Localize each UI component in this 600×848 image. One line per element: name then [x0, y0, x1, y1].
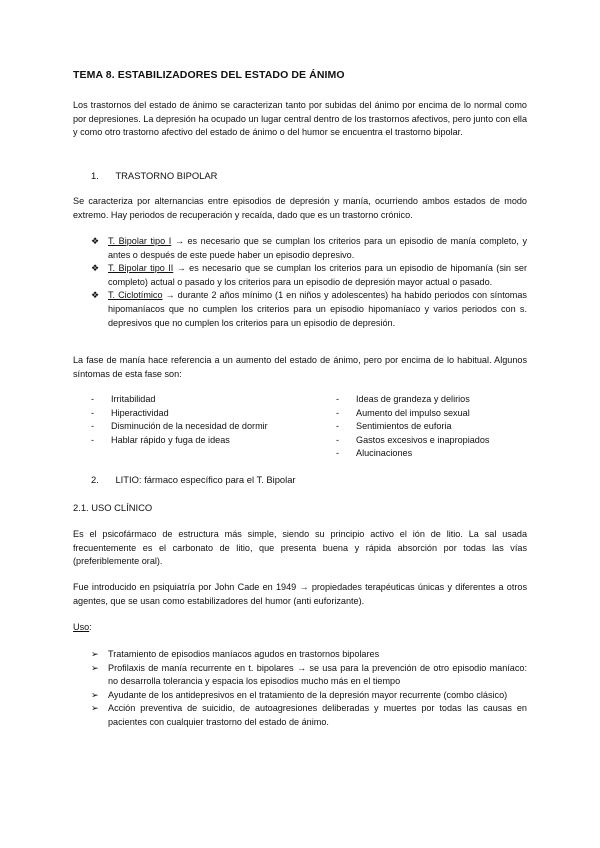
dash-bullet: -: [91, 434, 95, 445]
list-item: [91, 393, 285, 407]
dash-bullet: -: [91, 394, 95, 404]
symptom-text: Ideas de grandeza y delirios: [356, 394, 470, 404]
symptom-text: Sentimientos de euforia: [356, 421, 452, 432]
symptom-text: Hablar rápido y fuga de ideas: [111, 434, 230, 445]
uses-list: [91, 648, 527, 730]
symptoms-left-list: [91, 393, 285, 447]
dash-bullet: -: [336, 407, 340, 418]
bipolar-type-term: T. Bipolar tipo I: [108, 236, 172, 246]
section-1-number: 1.: [91, 170, 99, 181]
dash-bullet: -: [336, 448, 340, 459]
list-item: [91, 289, 527, 330]
diamond-bullet-icon: ❖: [91, 290, 100, 301]
list-item: [336, 447, 536, 461]
arrow-bullet-icon: ➢: [91, 703, 99, 714]
bipolar-type-text: → es necesario que se cumplan los criterios para un episodio de manía completo, y antes o después de este puede haber un episodio depresivo.: [108, 236, 527, 260]
section-2-title: LITIO: fármaco específico para el T. Bipolar: [115, 474, 296, 485]
use-text: Ayudante de los antidepresivos en el tratamiento de la depresión mayor recurrente (combo clásico): [108, 689, 508, 700]
list-item: [91, 407, 285, 421]
list-item: [91, 434, 285, 448]
list-item: [336, 407, 536, 421]
arrow-bullet-icon: ➢: [91, 689, 99, 700]
symptom-text: Aumento del impulso sexual: [356, 407, 470, 418]
symptoms-right-list: [336, 393, 536, 461]
diamond-bullet-icon: ❖: [91, 236, 100, 246]
section-2-heading: [91, 474, 296, 485]
list-item: [91, 662, 527, 689]
symptom-text: Alucinaciones: [356, 448, 413, 459]
list-item: [91, 262, 527, 289]
intro-paragraph: Los trastornos del estado de ánimo se caracterizan tanto por subidas del ánimo por encima de lo normal como por depresiones. La depresión ha ocupado un lugar central dentro de los trastornos afectivos, pero junto con ella y como otro trastorno afectivo del estado de ánimo o del humor se encuentra el trastorno bipolar.: [73, 100, 527, 138]
bipolar-description: Se caracteriza por alternancias entre episodios de depresión y manía, ocurriendo ambos estados de modo extremo. Hay periodos de recuperación y recaída, dado que es un trastorno crónico.: [73, 196, 527, 220]
section-2-number: 2.: [91, 474, 99, 485]
symptom-text: Gastos excesivos e inapropiados: [356, 434, 490, 445]
section-1-title: TRASTORNO BIPOLAR: [115, 170, 218, 181]
section-2-1-heading: 2.1. USO CLÍNICO: [73, 502, 153, 513]
list-item: [336, 434, 536, 448]
use-text: Profilaxis de manía recurrente en t. bipolares → se usa para la prevención de otro episodio maníaco: no desarrolla tolerancia y espacia los episodios mucho más en el tiempo: [108, 662, 527, 687]
bipolar-types-list: [91, 235, 527, 330]
bipolar-type-term: T. Bipolar tipo II: [108, 263, 174, 274]
litio-paragraph-1: Es el psicofármaco de estructura más simple, siendo su principio activo el ión de litio. La sal usada frecuentemente es el carbonato de litio, que presenta buena y rápida absorción por todas las vías (preferiblemente oral).: [73, 529, 527, 567]
uso-label-colon: :: [89, 622, 92, 632]
litio-paragraph-2: Fue introducido en psiquiatría por John Cade en 1949 → propiedades terapéuticas únicas y diferentes a otros agentes, que se usan como estabilizadores del humor (anti euforizante).: [73, 582, 527, 606]
list-item: [91, 420, 285, 434]
list-item: [91, 235, 527, 262]
document-title: TEMA 8. ESTABILIZADORES DEL ESTADO DE ÁNIMO: [73, 69, 345, 81]
dash-bullet: -: [336, 434, 340, 445]
uso-label: [73, 622, 92, 632]
arrow-bullet-icon: ➢: [91, 662, 99, 673]
diamond-bullet-icon: ❖: [91, 263, 100, 274]
mania-intro: La fase de manía hace referencia a un aumento del estado de ánimo, pero por encima de lo habitual. Algunos síntomas de esta fase son:: [73, 355, 527, 379]
symptom-text: Irritabilidad: [111, 394, 156, 404]
use-text: Acción preventiva de suicidio, de autoagresiones deliberadas y muertes por todas las causas en pacientes con cualquier trastorno del estado de ánimo.: [108, 703, 527, 727]
bipolar-type-text: → es necesario que se cumplan los criterios para un episodio de hipomanía (sin ser completo) actual o pasado y los criterios para un episodio de depresión mayor actual o pasado.: [108, 263, 527, 287]
symptom-text: Disminución de la necesidad de dormir: [111, 421, 268, 432]
list-item: [336, 393, 536, 407]
list-item: [91, 689, 527, 703]
uso-label-text: Uso: [73, 622, 90, 632]
dash-bullet: -: [91, 421, 95, 432]
bipolar-type-text: → durante 2 años mínimo (1 en niños y adolescentes) ha habido periodos con síntomas hipomaníacos que no cumplen los criterios para un episodio hipomaníaco y varios periodos con s. depresivos que no cumplen los criterios para un episodio de depresión.: [108, 290, 527, 328]
dash-bullet: -: [336, 394, 340, 404]
use-text: Tratamiento de episodios maníacos agudos en trastornos bipolares: [108, 649, 380, 659]
list-item: [91, 648, 527, 662]
dash-bullet: -: [91, 407, 95, 418]
list-item: [336, 420, 536, 434]
bipolar-type-term: T. Ciclotímico: [108, 290, 163, 301]
section-1-heading: [91, 170, 217, 181]
symptom-text: Hiperactividad: [111, 407, 169, 418]
list-item: [91, 702, 527, 729]
dash-bullet: -: [336, 421, 340, 432]
arrow-bullet-icon: ➢: [91, 649, 99, 659]
